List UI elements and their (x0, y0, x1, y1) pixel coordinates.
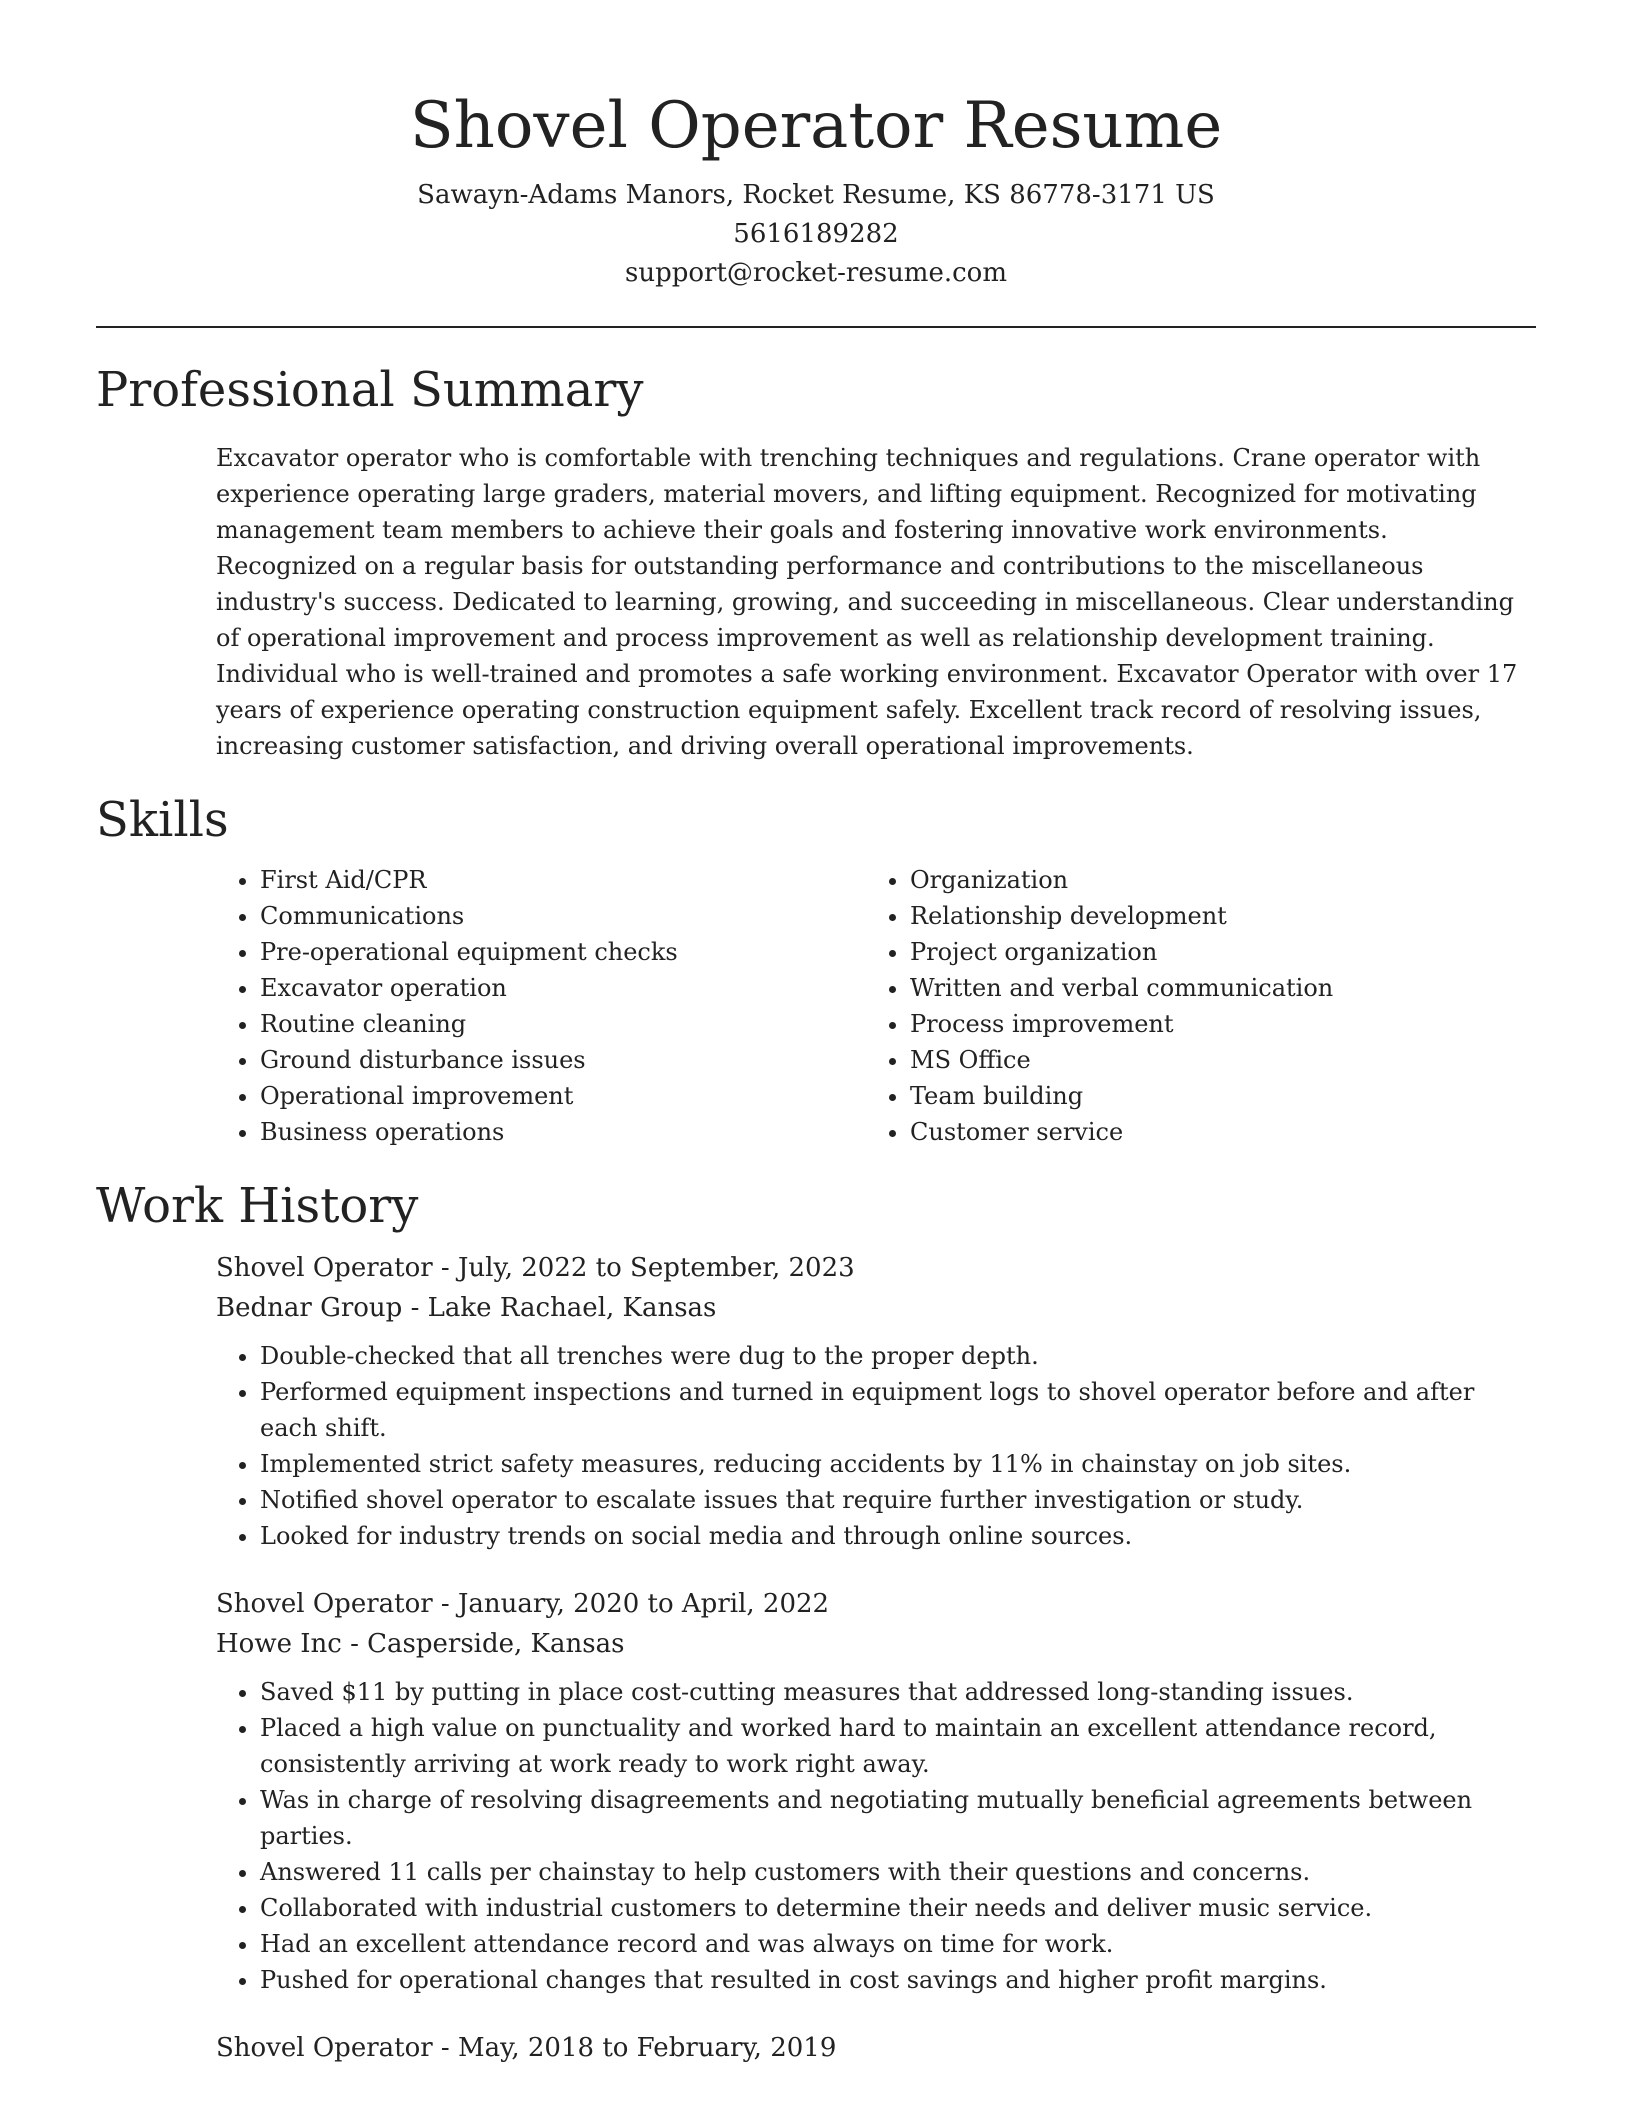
job-entry (216, 1248, 1536, 1554)
job-bullet: • Pushed for operational changes that resulted in cost savings and higher profit margins. (260, 1962, 1536, 1998)
job-company: Bednar Group (216, 1293, 403, 1323)
job-bullets (216, 1674, 1536, 1998)
summary-text: Excavator operator who is comfortable with trenching techniques and regulations. Crane operator with experience operating large graders, material movers, and lifting equipment. Recognized for motivating management team members to achieve their goals and fostering innovative work environments. Recognized on a regular basis for outstanding performance and contributions to the miscellaneous industry's success. Dedicated to learning, growing, and succeeding in miscellaneous. Clear understanding of operational improvement and process improvement as well as relationship development training. Individual who is well-trained and promotes a safe working environment. Excavator Operator with over 17 years of experience operating construction equipment safely. Excellent track record of resolving issues, increasing customer satisfaction, and driving overall operational improvements. (216, 444, 1518, 760)
job-title: Shovel Operator (216, 1253, 433, 1283)
contact-info (96, 176, 1536, 293)
skill-item: • Routine cleaning (260, 1006, 866, 1042)
job-dates: July, 2022 to September, 2023 (458, 1253, 855, 1283)
job-entry (216, 1584, 1536, 1998)
job-bullet: • Answered 11 calls per chainstay to help customers with their questions and concerns. (260, 1854, 1536, 1890)
resume-page (96, 0, 1536, 2068)
skills-list (216, 862, 1536, 1150)
skill-item: • Customer service (910, 1114, 1516, 1150)
skill-item: • Process improvement (910, 1006, 1516, 1042)
job-bullets (216, 1338, 1536, 1554)
job-title: Shovel Operator (216, 2033, 433, 2063)
job-company-line (216, 1624, 1536, 1664)
job-bullet: • Was in charge of resolving disagreements and negotiating mutually beneficial agreements between parties. (260, 1782, 1536, 1854)
skills-column-right (866, 862, 1516, 1150)
job-entry (216, 2028, 1536, 2068)
skills-heading: Skills (96, 792, 229, 848)
skill-item: • Team building (910, 1078, 1516, 1114)
skill-item: • Project organization (910, 934, 1516, 970)
job-company-line (216, 1288, 1536, 1328)
separator: - (402, 1293, 428, 1323)
skill-item: • Written and verbal communication (910, 970, 1516, 1006)
skill-item: • Pre-operational equipment checks (260, 934, 866, 970)
skill-item: • Business operations (260, 1114, 866, 1150)
contact-phone: 5616189282 (733, 219, 899, 249)
job-dates: May, 2018 to February, 2019 (458, 2033, 837, 2063)
work-history-heading: Work History (96, 1178, 419, 1234)
job-company: Howe Inc (216, 1629, 342, 1659)
skill-item: • Ground disturbance issues (260, 1042, 866, 1078)
job-bullet: • Looked for industry trends on social media and through online sources. (260, 1518, 1536, 1554)
job-title: Shovel Operator (216, 1589, 433, 1619)
job-bullet: • Implemented strict safety measures, reducing accidents by 11% in chainstay on job sites. (260, 1446, 1536, 1482)
summary-heading: Professional Summary (96, 362, 644, 418)
skill-item: • Excavator operation (260, 970, 866, 1006)
job-title-line (216, 2028, 1536, 2068)
contact-address: Sawayn-Adams Manors, Rocket Resume, KS 86778-3171 US (417, 180, 1215, 210)
job-bullet: • Double-checked that all trenches were dug to the proper depth. (260, 1338, 1536, 1374)
header-divider (96, 326, 1536, 328)
job-bullet: • Notified shovel operator to escalate issues that require further investigation or study. (260, 1482, 1536, 1518)
separator: - (341, 1629, 368, 1659)
skill-item: • First Aid/CPR (260, 862, 866, 898)
contact-email: support@rocket-resume.com (624, 258, 1007, 288)
page-title: Shovel Operator Resume (409, 89, 1223, 163)
job-bullet: • Had an excellent attendance record and was always on time for work. (260, 1926, 1536, 1962)
job-location: Casperside, Kansas (367, 1629, 625, 1659)
job-title-line (216, 1584, 1536, 1624)
job-bullet: • Placed a high value on punctuality and worked hard to maintain an excellent attendance record, consistently arriving at work ready to work right away. (260, 1710, 1536, 1782)
job-location: Lake Rachael, Kansas (427, 1293, 717, 1323)
job-dates: January, 2020 to April, 2022 (458, 1589, 830, 1619)
skill-item: • Operational improvement (260, 1078, 866, 1114)
skill-item: • MS Office (910, 1042, 1516, 1078)
skill-item: • Relationship development (910, 898, 1516, 934)
job-bullet: • Saved $11 by putting in place cost-cutting measures that addressed long-standing issues. (260, 1674, 1536, 1710)
resume-header (96, 0, 1536, 293)
job-bullet: • Collaborated with industrial customers to determine their needs and deliver music service. (260, 1890, 1536, 1926)
skills-column-left (216, 862, 866, 1150)
separator: - (432, 2033, 458, 2063)
skill-item: • Organization (910, 862, 1516, 898)
skill-item: • Communications (260, 898, 866, 934)
job-title-line (216, 1248, 1536, 1288)
separator: - (432, 1589, 458, 1619)
job-bullet: • Performed equipment inspections and turned in equipment logs to shovel operator before and after each shift. (260, 1374, 1536, 1446)
separator: - (432, 1253, 458, 1283)
